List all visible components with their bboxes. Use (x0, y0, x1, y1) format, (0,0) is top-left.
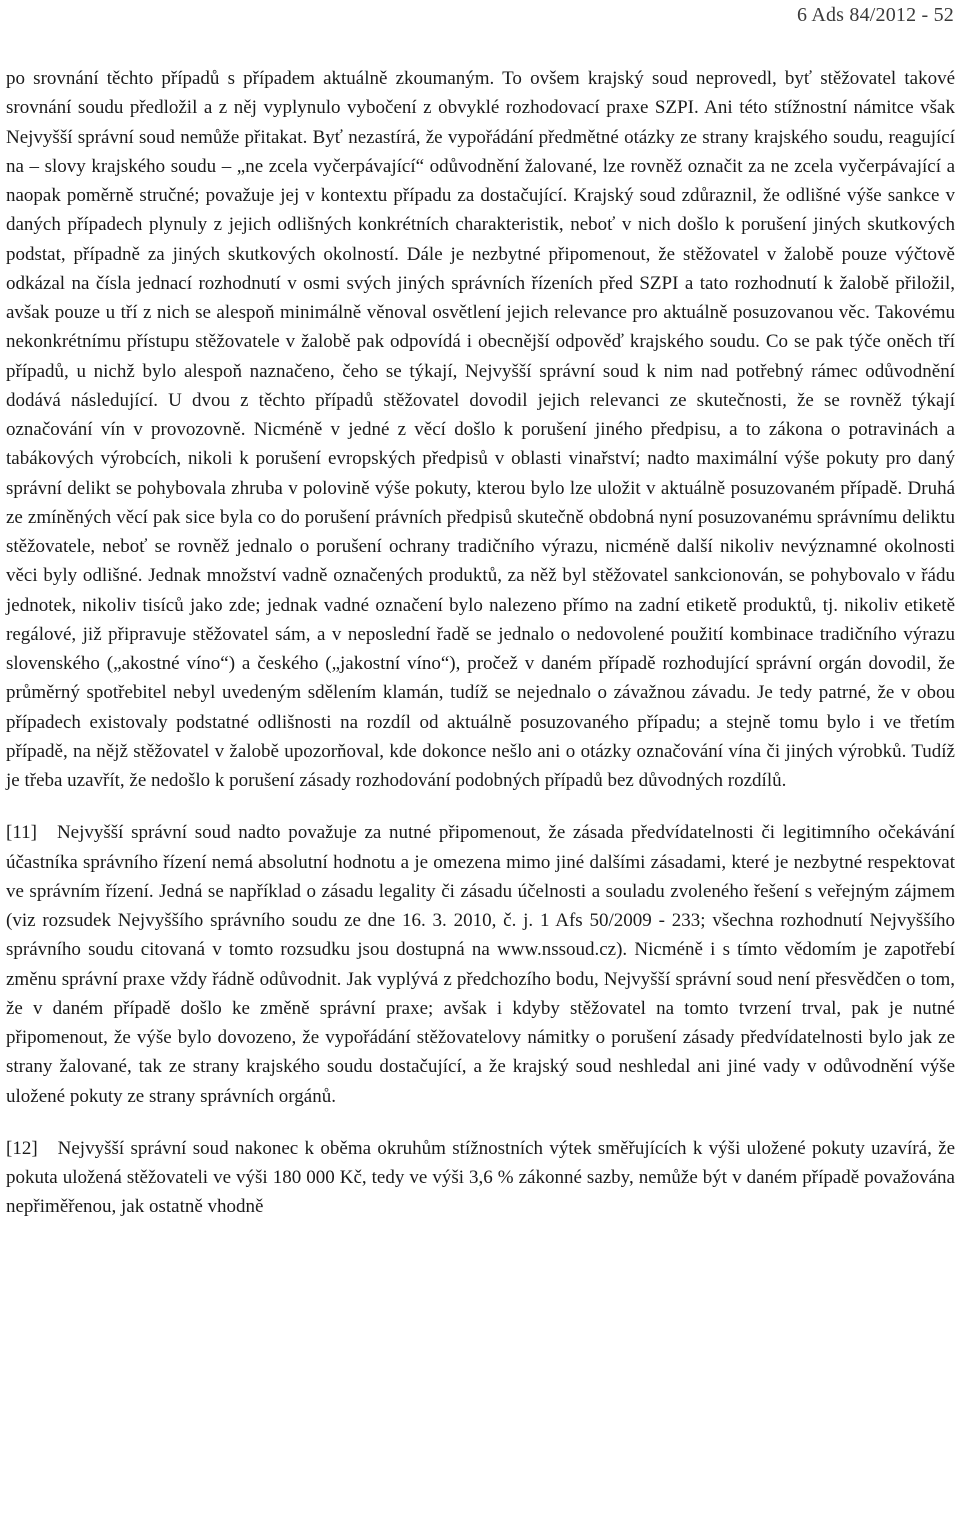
page-reference-header: 6 Ads 84/2012 - 52 (797, 4, 954, 26)
paragraph-text: po srovnání těchto případů s případem aktuálně zkoumaným. To ovšem krajský soud neprovedl, byť stěžovatel takové srovnání soudu předložil a z něj vyplynulo vybočení z obvyklé rozhodovací praxe SZPI. Ani této stížnostní námitce však Nejvyšší správní soud nemůže přitakat. Byť nezastírá, že vypořádání předmětné otázky ze strany krajského soudu, reagující na – slovy krajského soudu – „ne zcela vyčerpávající“ odůvodnění žalované, lze rovněž označit za ne zcela vyčerpávající a naopak poměrně stručné; považuje jej v kontextu případu za dostačující. Krajský soud zdůraznil, že odlišné výše sankce v daných případech plynuly z jejich odlišných konkrétních charakteristik, neboť v nich došlo k porušení jiných skutkových podstat, případně za jiných skutkových okolností. Dále je nezbytné připomenout, že stěžovatel v žalobě pouze výčtově odkázal na čísla jednací rozhodnutí v osmi svých jiných správních řízeních před SZPI a tato rozhodnutí k žalobě přiložil, avšak pouze u tří z nich se alespoň minimálně věnoval osvětlení jejich relevance pro aktuálně posuzovanou věc. Takovému nekonkrétnímu přístupu stěžovatele v žalobě pak odpovídá i obecnější odpověď krajského soudu. Co se pak týče oněch tří případů, u nichž bylo alespoň naznačeno, čeho se týkají, Nejvyšší správní soud k nim nad potřebný rámec odůvodnění dodává následující. U dvou z těchto případů stěžovatel dovodil jejich relevanci ze skutečnosti, že se rovněž týkají označování vín v provozovně. Nicméně v jedné z věcí došlo k porušení jiného předpisu, a to zákona o potravinách a tabákových výrobcích, nikoli k porušení evropských předpisů v oblasti vinařství; nadto maximální výše pokuty pro daný správní delikt se pohybovala zhruba v polovině výše pokuty, kterou bylo lze uložit v aktuálně posuzovaném případě. Druhá ze zmíněných věcí pak sice byla co do porušení právních předpisů skutečně obdobná nyní posuzovanému správnímu deliktu stěžovatele, neboť se rovněž jednalo o porušení ochrany tradičního výrazu, nicméně další nikoliv nevýznamné okolnosti věci byly odlišné. Jednak množství vadně označených produktů, za něž byl stěžovatel sankcionován, se pohybovalo v řádu jednotek, nikoliv tisíců jako zde; jednak vadné označení bylo nalezeno přímo na zadní etiketě produktů, tj. nikoliv etiketě regálové, již připravuje stěžovatel sám, a v neposlední řadě se jednalo o nedovolené použití kombinace tradičního výrazu slovenského („akostné víno“) a českého („jakostní víno“), pročež v daném případě rozhodující správní orgán dovodil, že průměrný spotřebitel nebyl uvedeným sdělením klamán, tudíž se nejednalo o závažnou závadu. Je tedy patrné, že v obou případech existovaly podstatné odlišnosti na rozdíl od aktuálně posuzovaného případu; a stejně tomu bylo i ve třetím případě, na nějž stěžovatel v žalobě upozorňoval, kde dokonce nešlo ani o otázky označování vína či jiných výrobků. Tudíž je třeba uzavřít, že nedošlo k porušení zásady rozhodování podobných případů bez důvodných rozdílů. (6, 68, 955, 791)
paragraph-12 (6, 1134, 955, 1222)
paragraph-11 (6, 818, 955, 1111)
paragraph-number: [12] (6, 1137, 38, 1159)
paragraph-text: Nejvyšší správní soud nadto považuje za nutné připomenout, že zásada předvídatelnosti či legitimního očekávání účastníka správního řízení nemá absolutní hodnotu a je omezena mimo jiné dalšími zásadami, které je nezbytné respektovat ve správním řízení. Jedná se například o zásadu legality či zásadu účelnosti a souladu zvoleného řešení s veřejným zájmem (viz rozsudek Nejvyššího správního soudu ze dne 16. 3. 2010, č. j. 1 Afs 50/2009 - 233; všechna rozhodnutí Nejvyššího správního soudu citovaná v tomto rozsudku jsou dostupná na www.nssoud.cz). Nicméně i s tímto vědomím je zapotřebí změnu správní praxe vždy řádně odůvodnit. Jak vyplývá z předchozího bodu, Nejvyšší správní soud není přesvědčen o tom, že v daném případě došlo ke změně správní praxe; avšak i kdyby stěžovatel na tomto tvrzení trval, pak je nutné připomenout, že výše bylo dovozeno, že vypořádání stěžovatelovy námitky o porušení zásady předvídatelnosti bylo jak ze strany žalované, tak ze strany krajského soudu dostačující, a že krajský soud neshledal ani jiné vady v odůvodnění výše uložené pokuty ze strany správních orgánů. (6, 822, 955, 1107)
document-body (6, 64, 955, 1222)
paragraph-text: Nejvyšší správní soud nakonec k oběma okruhům stížnostních výtek směřujících k výši uložené pokuty uzavírá, že pokuta uložená stěžovateli ve výši 180 000 Kč, tedy ve výši 3,6 % zákonné sazby, nemůže být v daném případě považována nepřiměřenou, jak ostatně vhodně (6, 1137, 955, 1218)
paragraph-number: [11] (6, 822, 37, 844)
paragraph-continuation (6, 64, 955, 795)
